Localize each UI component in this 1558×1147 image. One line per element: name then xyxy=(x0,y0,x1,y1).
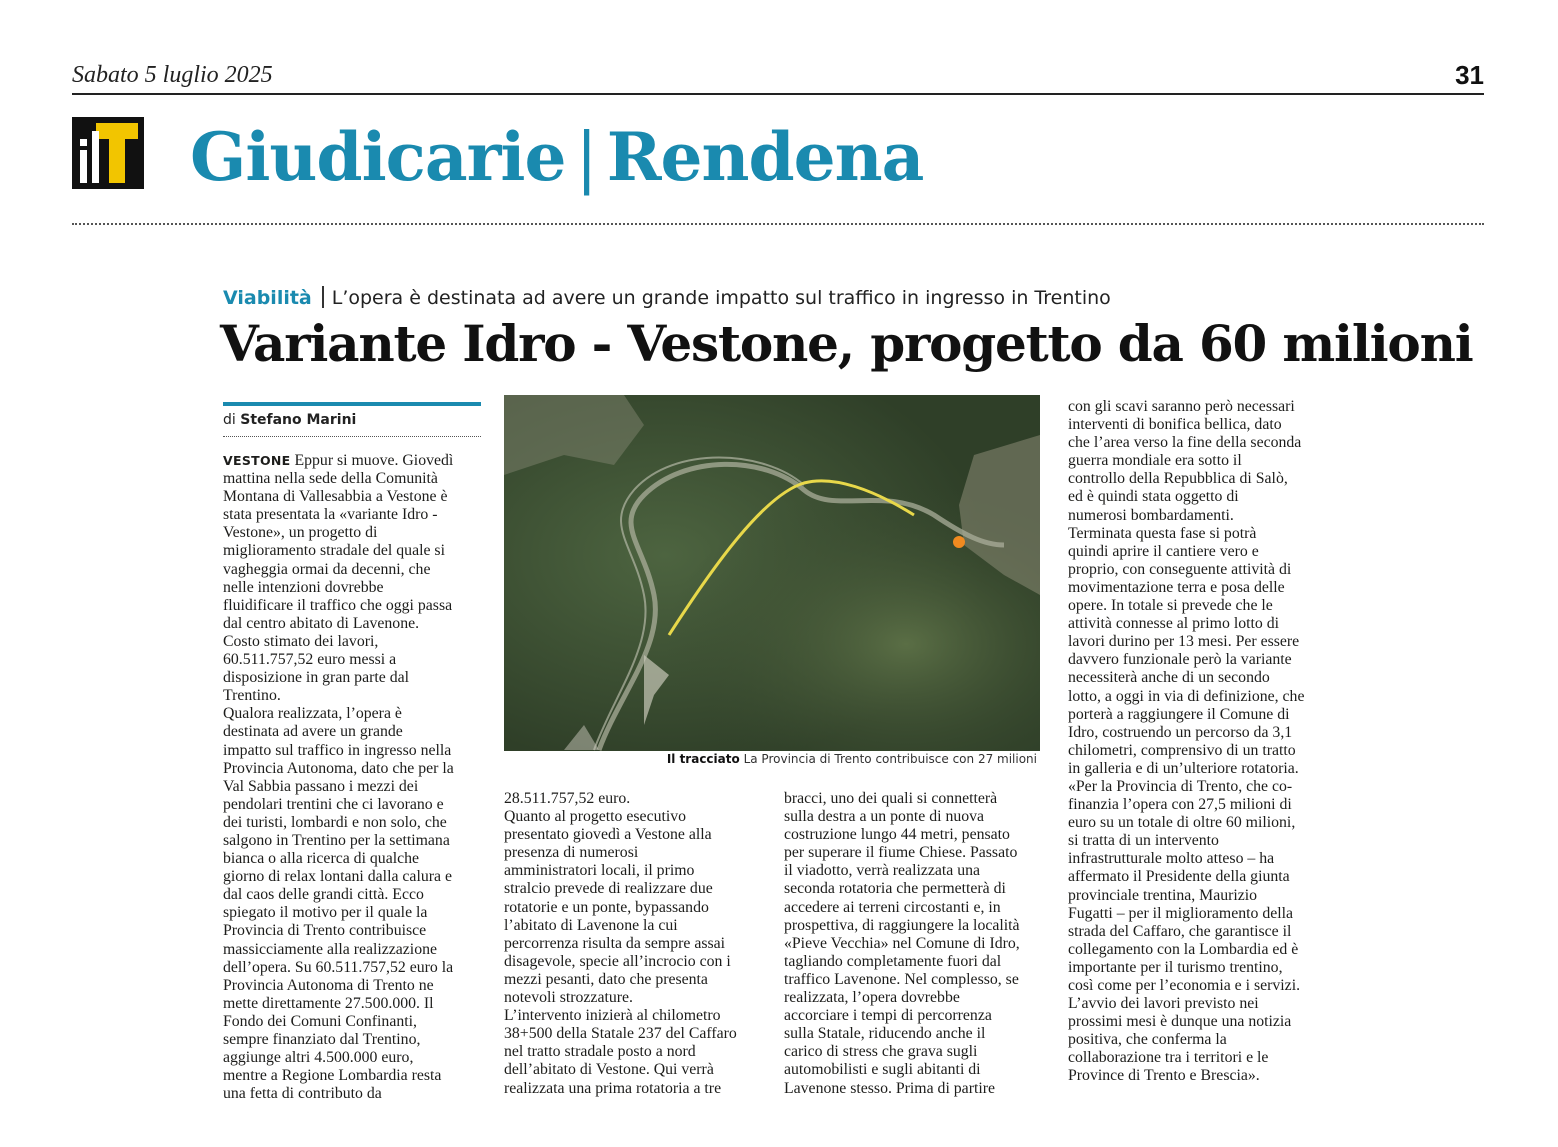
text-line xyxy=(223,832,485,850)
line-text: controllo della Repubblica di Salò, xyxy=(1068,470,1288,488)
text-line xyxy=(784,1025,1042,1043)
text-line xyxy=(784,1043,1042,1061)
line-text: bianca o alla ricerca di qualche xyxy=(223,850,420,868)
article-column-2 xyxy=(504,790,759,1098)
text-line xyxy=(504,989,759,1007)
line-text: in galleria e di un’ulteriore rotatoria. xyxy=(1068,759,1299,777)
text-line xyxy=(504,880,759,898)
text-line xyxy=(1068,959,1330,977)
text-line xyxy=(784,1007,1042,1025)
text-line xyxy=(223,977,485,995)
text-line xyxy=(784,953,1042,971)
line-text: positiva, che conferma la xyxy=(1068,1031,1227,1049)
line-text: con gli scavi saranno però necessari xyxy=(1068,398,1295,415)
text-line xyxy=(223,796,485,814)
text-line xyxy=(223,669,485,687)
line-text: accorciare i tempi di percorrenza xyxy=(784,1007,992,1025)
text-line xyxy=(784,1061,1042,1079)
text-line xyxy=(1068,688,1330,706)
newspaper-logo xyxy=(72,117,144,189)
text-line xyxy=(223,470,485,488)
line-text: porterà a raggiungere il Comune di xyxy=(1068,705,1290,723)
line-text: Quanto al progetto esecutivo xyxy=(504,808,687,826)
line-text: infrastrutturale molto atteso – ha xyxy=(1068,850,1275,868)
text-line xyxy=(1068,669,1330,687)
caption-label: Il tracciato xyxy=(666,752,740,766)
text-line xyxy=(223,1067,485,1085)
text-line xyxy=(1068,416,1330,434)
line-text: giorno di relax lontani dalla calura e xyxy=(223,868,452,886)
text-line xyxy=(784,790,1042,808)
line-text: mentre a Regione Lombardia resta xyxy=(223,1067,442,1085)
line-text: una fetta di contributo da xyxy=(223,1085,382,1103)
line-text: dal centro abitato di Lavenone. xyxy=(223,614,420,632)
line-text: importante per il turismo trentino, xyxy=(1068,958,1283,976)
text-line xyxy=(223,760,485,778)
line-text: prossimi mesi è dunque una notizia xyxy=(1068,1013,1292,1031)
kicker-text: L’opera è destinata ad avere un grande impatto sul traffico in ingresso in Trentino xyxy=(331,287,1111,309)
line-text: salgono in Trentino per la settimana xyxy=(223,831,450,849)
text-line xyxy=(223,597,485,615)
text-line xyxy=(1068,579,1330,597)
kicker-divider xyxy=(322,286,324,308)
text-line xyxy=(784,808,1042,826)
line-text: carico di stress che grava sugli xyxy=(784,1043,978,1061)
text-line xyxy=(1068,995,1330,1013)
line-text: finanzia l’opera con 27,5 milioni di xyxy=(1068,796,1292,814)
text-line xyxy=(223,941,485,959)
line-text: prospettiva, di raggiungere la località xyxy=(784,916,1020,934)
line-text: aggiunge altri 4.500.000 euro, xyxy=(223,1049,414,1067)
line-text: destinata ad avere un grande xyxy=(223,723,403,741)
text-line xyxy=(223,542,485,560)
text-line xyxy=(1068,1013,1330,1031)
text-line xyxy=(223,904,485,922)
text-line xyxy=(784,1080,1042,1098)
text-line xyxy=(784,826,1042,844)
line-text: stata presentata la «variante Idro - xyxy=(223,506,438,524)
text-line xyxy=(784,899,1042,917)
text-line xyxy=(223,506,485,524)
line-text: stralcio prevede di realizzare due xyxy=(504,880,713,898)
text-line xyxy=(223,1013,485,1031)
line-text: nel tratto stradale posto a nord xyxy=(504,1043,696,1061)
text-line xyxy=(223,705,485,723)
text-line xyxy=(504,1007,759,1025)
line-text: sempre finanziato dal Trentino, xyxy=(223,1031,421,1048)
text-line xyxy=(784,989,1042,1007)
line-text: Fondo dei Comuni Confinanti, xyxy=(223,1012,417,1030)
line-text: provinciale trentina, Maurizio xyxy=(1068,886,1258,904)
text-line xyxy=(1068,977,1330,995)
line-text: 28.511.757,52 euro. xyxy=(504,790,631,807)
line-text: affermato il Presidente della giunta xyxy=(1068,868,1290,886)
photo-caption xyxy=(504,752,1037,766)
line-text: necessiterà anche di un secondo xyxy=(1068,669,1270,687)
text-line xyxy=(1068,1031,1330,1049)
line-text: interventi di bonifica bellica, dato xyxy=(1068,416,1282,434)
line-text: Vestone», un progetto di xyxy=(223,524,378,542)
line-text: Fugatti – per il miglioramento della xyxy=(1068,904,1294,922)
line-text: «Pieve Vecchia» nel Comune di Idro, xyxy=(784,934,1020,952)
text-line xyxy=(223,615,485,633)
text-line xyxy=(223,1085,485,1103)
text-line xyxy=(504,1043,759,1061)
line-text: guerra mondiale era sotto il xyxy=(1068,452,1242,470)
text-line xyxy=(504,917,759,935)
line-text: collaborazione tra i territori e le xyxy=(1068,1049,1269,1067)
text-line xyxy=(1068,814,1330,832)
text-line xyxy=(784,917,1042,935)
kicker-label: Viabilità xyxy=(223,287,312,309)
line-text: Trentino. xyxy=(223,687,281,705)
line-text: Terminata questa fase si potrà xyxy=(1068,524,1257,542)
page-number: 31 xyxy=(1455,60,1484,90)
line-text: fluidificare il traffico che oggi passa xyxy=(223,596,453,614)
text-line xyxy=(1068,796,1330,814)
line-text: notevoli strozzature. xyxy=(504,989,633,1007)
line-text: disagevole, specie all’incrocio con i xyxy=(504,952,731,970)
line-text: realizzata una prima rotatoria a tre xyxy=(504,1079,722,1097)
line-text: euro su un totale di oltre 60 milioni, xyxy=(1068,814,1296,832)
aerial-photo xyxy=(504,395,1040,751)
section-left: Giudicarie xyxy=(190,118,566,196)
text-line xyxy=(1068,905,1330,923)
line-text: massicciamente alla realizzazione xyxy=(223,940,438,958)
line-text: movimentazione terra e posa delle xyxy=(1068,578,1285,596)
line-text: dei turisti, lombardi e non solo, che xyxy=(223,813,447,831)
line-text: costruzione lungo 44 metri, pensato xyxy=(784,826,1010,844)
line-text: seconda rotatoria che permetterà di xyxy=(784,880,1006,898)
line-text: Provincia Autonoma, dato che per la xyxy=(223,759,454,777)
text-line xyxy=(1068,724,1330,742)
line-text: ed è quindi stata oggetto di xyxy=(1068,488,1239,506)
line-text: L’avvio dei lavori previsto nei xyxy=(1068,995,1259,1013)
byline-author: Stefano Marini xyxy=(240,412,357,428)
text-line xyxy=(223,922,485,940)
text-line xyxy=(504,1025,759,1043)
issue-date: Sabato 5 luglio 2025 xyxy=(72,62,273,88)
article-column-1 xyxy=(223,452,485,1103)
line-text: attività connesse al primo lotto di xyxy=(1068,615,1280,633)
text-line xyxy=(223,723,485,741)
text-line xyxy=(223,850,485,868)
text-line xyxy=(1068,760,1330,778)
line-text: Montana di Vallesabbia a Vestone è xyxy=(223,488,448,506)
text-line xyxy=(784,880,1042,898)
text-line xyxy=(1068,850,1330,868)
text-line xyxy=(504,826,759,844)
line-text: mette direttamente 27.500.000. Il xyxy=(223,994,434,1012)
text-line xyxy=(223,814,485,832)
headline: Variante Idro - Vestone, progetto da 60 milioni xyxy=(220,314,1473,373)
line-text: per superare il fiume Chiese. Passato xyxy=(784,844,1018,862)
text-line xyxy=(1068,488,1330,506)
line-text: presenza di numerosi xyxy=(504,844,639,862)
text-line xyxy=(1068,742,1330,760)
line-text: amministratori locali, il primo xyxy=(504,862,695,880)
text-line xyxy=(223,452,485,470)
line-text: presentato giovedì a Vestone alla xyxy=(504,826,712,844)
aerial-map-image xyxy=(504,395,1040,751)
line-text: vagheggia ormai da decenni, che xyxy=(223,560,431,578)
text-line xyxy=(1068,887,1330,905)
text-line xyxy=(1068,561,1330,579)
text-line xyxy=(223,561,485,579)
text-line xyxy=(1068,941,1330,959)
line-text: strada del Caffaro, che garantisce il xyxy=(1068,922,1292,940)
line-text: così come per l’economia e i servizi. xyxy=(1068,977,1301,994)
line-text: dell’opera. Su 60.511.757,52 euro la xyxy=(223,958,454,976)
line-text: automobilisti e sugli abitanti di xyxy=(784,1061,981,1079)
text-line xyxy=(784,935,1042,953)
text-line xyxy=(223,579,485,597)
text-line xyxy=(1068,434,1330,452)
line-text: Qualora realizzata, l’opera è xyxy=(223,705,402,723)
line-text: Provincia Autonoma di Trento ne xyxy=(223,976,434,994)
article-column-4 xyxy=(1068,398,1330,1086)
text-line xyxy=(1068,778,1330,796)
text-line xyxy=(504,1080,759,1098)
line-text: rotatorie e un ponte, bypassando xyxy=(504,898,709,916)
text-line xyxy=(223,1049,485,1067)
text-line xyxy=(504,935,759,953)
line-text: numerosi bombardamenti. xyxy=(1068,506,1234,524)
text-line xyxy=(504,1061,759,1079)
header-rule xyxy=(72,93,1484,95)
line-text: lavori durino per 13 mesi. Per essere xyxy=(1068,633,1300,651)
line-text: miglioramento stradale del quale si xyxy=(223,542,445,560)
text-line xyxy=(1068,868,1330,886)
text-line xyxy=(1068,923,1330,941)
text-line xyxy=(504,899,759,917)
line-text: Costo stimato dei lavori, xyxy=(223,632,379,650)
line-text: dell’abitato di Vestone. Qui verrà xyxy=(504,1061,714,1079)
line-text: Eppur si muove. Giovedì xyxy=(294,452,454,469)
line-text: che l’area verso la fine della seconda xyxy=(1068,434,1302,452)
text-line xyxy=(1068,452,1330,470)
line-text: accedere ai terreni circostanti e, in xyxy=(784,898,1001,916)
line-text: chilometri, comprensivo di un tratto xyxy=(1068,741,1296,759)
text-line xyxy=(504,790,759,808)
text-line xyxy=(1068,470,1330,488)
article-column-3 xyxy=(784,790,1042,1098)
line-text: il viadotto, verrà realizzata una xyxy=(784,862,981,880)
text-line xyxy=(1068,507,1330,525)
text-line xyxy=(784,971,1042,989)
text-line xyxy=(223,995,485,1013)
text-line xyxy=(223,778,485,796)
text-line xyxy=(504,953,759,971)
line-text: percorrenza risulta da sempre assai xyxy=(504,934,726,952)
text-line xyxy=(223,524,485,542)
line-text: «Per la Provincia di Trento, che co- xyxy=(1068,777,1293,795)
article-kicker xyxy=(223,286,1111,309)
text-line xyxy=(1068,706,1330,724)
line-text: sulla Statale, riducendo anche il xyxy=(784,1025,986,1043)
line-text: tagliando completamente fuori dal xyxy=(784,952,1002,970)
line-text: Provincia di Trento contribuisce xyxy=(223,922,427,940)
line-text: l’abitato di Lavenone la cui xyxy=(504,916,678,934)
line-text: 60.511.757,52 euro messi a xyxy=(223,651,397,669)
text-line xyxy=(1068,615,1330,633)
line-text: davvero funzionale però la variante xyxy=(1068,651,1292,669)
text-line xyxy=(1068,1067,1330,1085)
section-right: Rendena xyxy=(606,118,924,196)
line-text: 38+500 della Statale 237 del Caffaro xyxy=(504,1025,737,1043)
text-line xyxy=(223,742,485,760)
line-text: disposizione in gran parte dal xyxy=(223,669,409,687)
text-line xyxy=(223,488,485,506)
text-line xyxy=(223,687,485,705)
line-text: bracci, uno dei quali si connetterà xyxy=(784,790,998,807)
line-text: spiegato il motivo per il quale la xyxy=(223,904,428,922)
line-text: dal caos delle grandi città. Ecco xyxy=(223,886,424,904)
line-text: collegamento con la Lombardia ed è xyxy=(1068,940,1299,958)
line-text: nelle intenzioni dovrebbe xyxy=(223,578,384,596)
byline xyxy=(223,412,356,428)
text-line xyxy=(504,862,759,880)
text-line xyxy=(784,844,1042,862)
line-text: Province di Trento e Brescia». xyxy=(1068,1067,1260,1085)
logo-mark-icon xyxy=(72,117,144,189)
line-text: pendolari trentini che ci lavorano e xyxy=(223,795,444,813)
line-text: sulla destra a un ponte di nuova xyxy=(784,808,985,826)
byline-accent-bar xyxy=(223,402,481,406)
text-line xyxy=(1068,633,1330,651)
section-dotted-rule xyxy=(72,223,1484,225)
line-text: Lavenone stesso. Prima di partire xyxy=(784,1079,996,1097)
text-line xyxy=(1068,398,1330,416)
line-text: L’intervento inizierà al chilometro xyxy=(504,1007,721,1025)
text-line xyxy=(1068,525,1330,543)
line-text: opere. In totale si prevede che le xyxy=(1068,597,1273,615)
text-line xyxy=(1068,651,1330,669)
text-line xyxy=(504,844,759,862)
byline-dotted-rule xyxy=(223,436,481,437)
text-line xyxy=(223,651,485,669)
section-title xyxy=(190,118,924,196)
line-text: si tratta di un intervento xyxy=(1068,832,1219,850)
line-text: Idro, costruendo un percorso da 3,1 xyxy=(1068,723,1293,741)
byline-prefix: di xyxy=(223,412,236,428)
text-line xyxy=(223,1031,485,1049)
line-text: lotto, a oggi in via di definizione, che xyxy=(1068,687,1305,705)
caption-text: La Provincia di Trento contribuisce con 27 milioni xyxy=(743,752,1037,766)
line-text: mezzi pesanti, dato che presenta xyxy=(504,970,708,988)
text-line xyxy=(223,959,485,977)
line-text: traffico Lavenone. Nel complesso, se xyxy=(784,970,1019,988)
dateline: VESTONE xyxy=(223,453,291,468)
line-text: quindi aprire il cantiere vero e xyxy=(1068,542,1259,560)
text-line xyxy=(784,862,1042,880)
text-line xyxy=(1068,832,1330,850)
text-line xyxy=(1068,543,1330,561)
line-text: proprio, con conseguente attività di xyxy=(1068,560,1292,578)
line-text: Val Sabbia passano i mezzi dei xyxy=(223,777,419,795)
text-line xyxy=(223,868,485,886)
section-divider: | xyxy=(575,119,597,196)
text-line xyxy=(1068,1049,1330,1067)
text-line xyxy=(504,971,759,989)
text-line xyxy=(1068,597,1330,615)
text-line xyxy=(223,633,485,651)
line-text: realizzata, l’opera dovrebbe xyxy=(784,989,960,1007)
line-text: impatto sul traffico in ingresso nella xyxy=(223,741,452,759)
line-text: mattina nella sede della Comunità xyxy=(223,470,438,488)
text-line xyxy=(223,886,485,904)
text-line xyxy=(504,808,759,826)
